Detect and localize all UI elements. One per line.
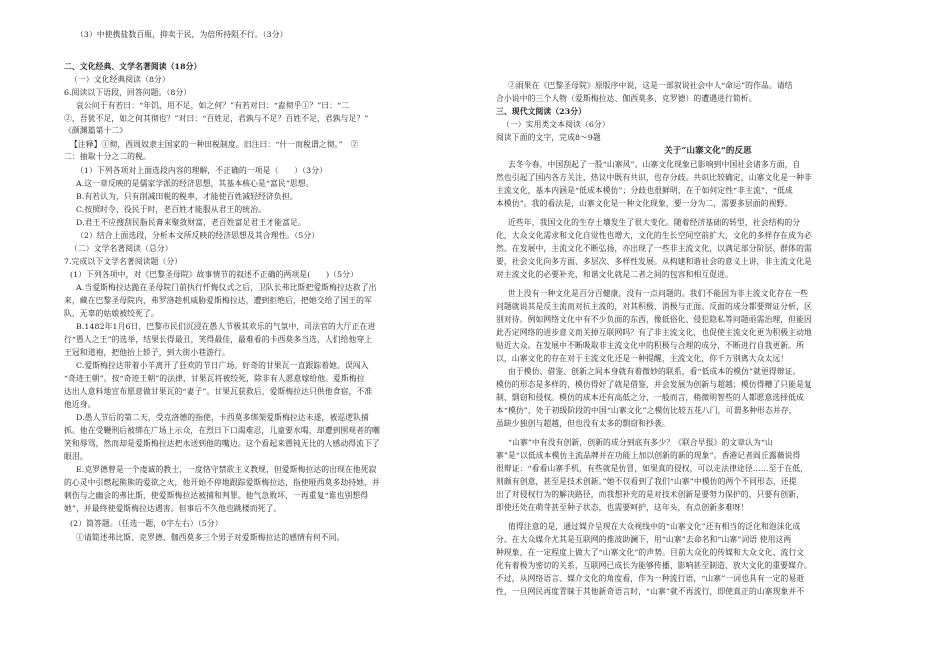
text-line: 值得注意的是，通过媒介呈现在大众视线中的“山寨文化”还有相当的泛化和泡沫化成 [508, 522, 801, 531]
section-heading: 三、现代文阅读（23分） [496, 107, 587, 116]
text-line: 本“模仿”，处于初级阶段的中国“山寨文化”之模仿比较五花八门，可谓多种形态并存， [496, 406, 797, 415]
text-line: 合小说中的三个人物（爱斯梅拉达、伽西莫多、克罗德）的遭遇进行简析。 [496, 94, 757, 103]
subsection-heading: （一）实用类文本阅读（6分） [502, 120, 610, 129]
text-line: (2）简答题。（任选一题，0字左右）（5分） [70, 519, 223, 528]
text-line: 即使还处在萌芽甚至种子状态，也需要呵护，这年头，有点创新多难呀！ [496, 503, 749, 512]
text-line: 达出人意料地宣布愿意做甘果瓦的“妻子”。甘果瓦获救后，爱斯梅拉达只供他食宿，不准 [64, 387, 373, 396]
text-line: 《颜渊篇第十二》 [64, 126, 128, 135]
text-line: A.当爱斯梅拉达跪在圣母院门前执行忏悔仪式之后，卫队长弗比斯把爱斯梅拉达救了出 [76, 283, 377, 292]
text-line: 种现象，在一定程度上做大了“山寨文化”的声势。目前大众化的传媒和大众文化、流行文 [496, 548, 805, 557]
text-line: 出了对侵权行为的解决路径，而我想补充的是对技术创新是要努力保护的，只要有创新， [496, 490, 804, 499]
text-line: D.愚人节后的第二天，受克洛德的指使，卡西莫多绑架爱斯梅拉达未遂，被巡逻队捕 [76, 413, 369, 422]
option-c: C.按照时令，役民于时，老百姓才能服从君王的统治。 [76, 205, 266, 214]
text-line: 【注释】①彻，西周奴隶主国家的一种田税制度。旧注曰：“什一而税谓之彻。” ② [70, 140, 359, 149]
text-line: 别对待。例如网络文化中有不少负面的东西，像低俗化、侵犯隐私等问题亟需治理，但能因 [496, 315, 812, 324]
text-line: “山寨”中有没有创新，创新的成分到底有多少？《联合早报》的文章认为“山 [508, 438, 773, 447]
text-line: 然。在发展中，主流文化不断弘扬，亦出现了一些非主流文化，以满足部分阶层、群体的需 [496, 244, 812, 253]
text-line: 去冬今春，中国刮起了一股“山寨风”。山寨文化现象已影响到中国社会诸多方面，自 [508, 160, 801, 169]
text-line: 哀公问于有若曰：“年饥，用不足，如之何？”有若对曰：“盍彻乎①？”曰：“二 [76, 101, 350, 110]
text-line: （1）下列各项对上面选段内容的理解，不正确的一项是（ ）（3分） [76, 166, 328, 175]
text-line: ②，吾犹不足，如之何其彻也？”对曰：“百姓足，君孰与不足？百姓不足，君孰与足？” [64, 114, 369, 123]
text-line: E.克罗德曾是一个虔诚的教士，一度恪守禁欲主义教规，但爱斯梅拉达的出现在他死寂 [76, 465, 377, 474]
text-line: 由于模仿、借鉴、创新之间本身就有着微妙的联系，看“低成本的模仿”就更得辩证。 [508, 367, 801, 376]
subsection-heading: （二）文学名著阅读（总分） [70, 244, 173, 253]
text-line: 然也引起了国内各方关注，热议中既有共识，也存分歧。共识比较确定，山寨文化是一种非 [496, 173, 812, 182]
text-line: 化有着极为密切的关系，互联网已成长为能够传播、影响甚至制造、放大文化的重要媒介。 [496, 561, 812, 570]
text-line: “奇迹王朝”。按“奇迹王朝”的法律，甘果瓦将被绞死，除非有人愿意嫁给他。爱斯梅拉 [64, 374, 365, 383]
text-line: 虽缺少独创与超越，但也没有太多的剽窃和抄袭。 [496, 419, 670, 428]
subsection-heading: （一）文化经典阅读（8分） [70, 75, 170, 84]
text-line: B.1482年1月6日，巴黎市民们沉浸在愚人节极其欢乐的气氛中，司法官的大厅正在进 [76, 322, 376, 331]
text-line: 队，无辜的姑娘被绞死了。 [64, 309, 159, 318]
text-line: （2）结合上面选段，分析本文所反映的经济思想及其合理性。（5分） [76, 231, 320, 240]
text-line: (1）下列各项中，对《巴黎圣母院》故事情节的叙述不正确的两项是( )（5分） [70, 270, 359, 279]
text-line: 的心灵中引燃起熊熊的爱欲之火，他开始不停地跟踪爱斯梅拉达，指使哑西莫多劫持她，并 [64, 478, 380, 487]
text-line: 模仿的形态是多样的，模仿得好了就是借鉴，并会发展为创新与超越；模仿得糟了只能是复 [496, 380, 812, 389]
text-line: 不过，从网络语言、媒介文化的角度看，作为一种流行语，“山寨”一词也具有一定的易逝 [496, 574, 805, 583]
text-line: 王冠和道袍，把他抬上轿子，到大街小巷游行。 [64, 348, 230, 357]
text-line: 很辩证：“看看山寨手机，有些就是仿冒，如果真的侵权，可以走法律途径……至于在低， [496, 464, 809, 473]
text-line: 近些年，我国文化的生存土壤发生了很大变化。随着经济基础的转型，社会结构的分 [508, 218, 801, 227]
text-line: （3）中使携盐数百瓶，抑卖于民，为倍所持阻不行。（3分） [76, 30, 288, 39]
text-line: 她”，并最终使爱斯梅拉达遇害。但事后不久他也跳楼而死了。 [64, 504, 282, 513]
text-line: 分。在大众媒介尤其是互联网的推波助澜下，用“山寨”去命名和“山寨”词语 使用这两 [496, 535, 792, 544]
text-line: C.爱斯梅拉达带着小羊离开了狂欢的节日广场。好奇的甘果瓦一直跟踪着她。误闯入 [76, 361, 369, 370]
text-line: 他近身。 [64, 400, 96, 409]
text-line: 问题就说其是反主流而对抗主流的，对其积极、消极与正面、反面的成分都要辩证分析，区 [496, 302, 812, 311]
text-line: 世上没有一种文化是百分百健康，没有一点问题的。我们不能因为非主流文化存在一些 [508, 289, 809, 298]
text-line: 以，山寨文化的存在对于主流文化还是一种提醒，主流文化，你千万别离大众太远！ [496, 354, 789, 363]
text-line: 寨”是“以低成本模仿主流品牌并在功能上加以创新的新的现象”。香港记者阎丘露薇说得 [496, 451, 801, 460]
section-heading: 二、文化经典、文学名著阅读（18分） [64, 62, 202, 71]
text-line: 二：抽取十分之二的税。 [64, 152, 151, 161]
text-line: 制、剽窃和侵权。模仿的成本还有高低之分，一般而言，稍微明智些的人都愿意选择低成 [496, 393, 804, 402]
question-heading: 6.阅读以下语段，回答问题。（8分） [64, 88, 192, 97]
question-heading: 7.完成以下文学名著阅读题（分） [64, 257, 183, 266]
text-line: 阅读下面的文字，完成8～9题 [496, 133, 601, 142]
text-line: 眼泪。 [64, 452, 88, 461]
option-d: D.君王不应搜刮民脂民膏来聚敛财富，老百姓富足君王才能富足。 [76, 218, 306, 227]
option-a: A.这一章反映的是儒家学派的经济思想，其基本核心是“富民”思想。 [76, 179, 314, 188]
text-line: 主流文化，基本内涵是“低成本模仿”；分歧也很鲜明，在于如何定性“非主流”、“低成 [496, 186, 793, 195]
text-line: 对主流文化的必要补充，和谐文化就是二者之间的包容和相互促进。 [496, 270, 733, 279]
article-title: 关于“山寨文化”的反思 [664, 146, 752, 156]
text-line: 要，社会文化向多方面、多层次、多样性发展。从构建和谐社会的意义上讲，非主流文化是 [496, 257, 812, 266]
text-line: 抓。他在受鞭刑后被绑在广场上示众，在烈日下口渴难忍，儿童要水喝，却遭到围观者的嘲 [64, 426, 380, 435]
text-line: 刺伤与之幽会的弗比斯，使爱斯梅拉达被捕和判罪。他气急败坏，一再重复“谁也别想得 [64, 491, 369, 500]
option-b: B.有若认为，只有削减田税的税率，才能使百姓减轻经济负担。 [76, 192, 298, 201]
text-line: 来，藏在巴黎圣母院内，弗罗洛趁机威胁爱斯梅拉达，遭到拒绝后，把她交给了国王的军 [64, 296, 372, 305]
text-line: ②雨果在《巴黎圣母院》原版序中说，这是一部叙说社会中人“命运”的作品。请结 [508, 81, 793, 90]
text-line: 此否定网络的进步意义而关掉互联网吗？有了非主流文化，也促使主流文化更为积极主动地 [496, 328, 812, 337]
text-line: ①请简述弗比斯、克罗德、伽西莫多三个男子对爱斯梅拉达的感情有何不同。 [76, 533, 345, 542]
text-line: 贴近大众。在发展中不断吸取非主流文化中的积极与合理的成分，不断进行自我更新。所 [496, 341, 804, 350]
text-line: 性，一旦网民再度青睐于其他新奇语言时，“山寨”就不再流行，即使真正的山寨现象并不 [496, 587, 805, 596]
text-line: 化，大众文化需求和文化自觉性也增大，文化的生长空间空前扩大，文化的多样存在成为必 [496, 231, 812, 240]
text-line: 则颇有创意，甚至是技术创新。”她不仅看到了我们“山寨”中模仿的两个不同形态，还提 [496, 477, 797, 486]
text-line: 本模仿”。我的看法是，山寨文化是一种文化现象，要一分为二，需要多层面的视野。 [496, 199, 793, 208]
text-line: 行“愚人之王”的选举，结果长得最丑，笑得最佳，最难看的卡西莫多当选，人们给他穿上 [64, 335, 373, 344]
text-line: 笑和辱骂，然而却是爱斯梅拉达把水送到他的嘴边。这个看起来愚钝无比的人感动得流下了 [64, 439, 380, 448]
